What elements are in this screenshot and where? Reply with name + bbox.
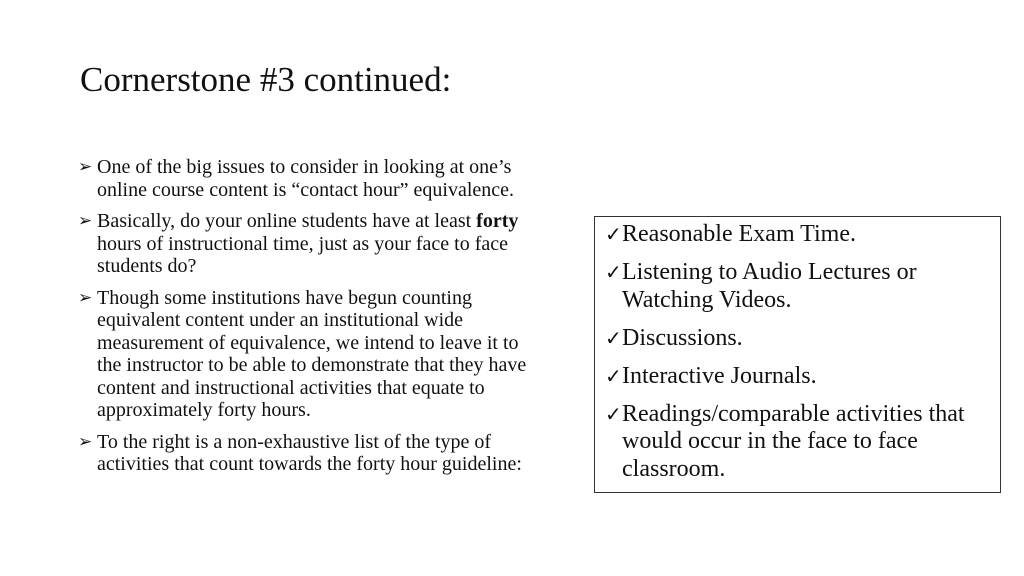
checklist-text: Discussions. xyxy=(622,324,743,351)
bullet-item xyxy=(78,431,538,476)
checklist-text: Reasonable Exam Time. xyxy=(622,221,856,247)
arrow-bullet-icon: ➢ xyxy=(78,287,93,307)
left-bullet-list xyxy=(78,156,538,485)
checkmark-icon: ✓ xyxy=(605,325,622,350)
bullet-text-after: hours of instructional time, just as your face to face students do? xyxy=(97,232,508,277)
checklist-text: Interactive Journals. xyxy=(622,362,817,389)
checklist-text: Listening to Audio Lectures or Watching Videos. xyxy=(622,259,917,313)
bullet-item xyxy=(78,156,538,201)
bullet-text: Though some institutions have begun counting equivalent content under an institutional wide measurement of equivalence, we intend to leave it to the instructor to be able to demonstrate that they have content and instructional activities that equate to approximately forty hours. xyxy=(97,286,527,421)
checklist-text: Readings/comparable activities that would occur in the face to face classroom. xyxy=(622,400,965,482)
slide-title: Cornerstone #3 continued: xyxy=(80,60,452,99)
arrow-bullet-icon: ➢ xyxy=(78,211,93,230)
bullet-item xyxy=(78,210,538,278)
checklist-item xyxy=(605,401,994,484)
activities-checklist xyxy=(605,221,994,483)
checklist-item xyxy=(605,325,994,353)
checkmark-icon: ✓ xyxy=(605,401,622,426)
checklist-item xyxy=(605,221,994,249)
checklist-item xyxy=(605,259,994,314)
bullet-item xyxy=(78,287,538,422)
checklist-item xyxy=(605,363,994,391)
checkmark-icon: ✓ xyxy=(605,363,622,388)
bullet-text-before: Basically, do your online students have at least xyxy=(97,210,477,232)
bullet-bold-text: forty xyxy=(476,210,519,232)
checkmark-icon: ✓ xyxy=(605,260,622,284)
bullet-text: One of the big issues to consider in looking at one’s online course content is “contact hour” equivalence. xyxy=(97,156,515,201)
activities-box xyxy=(594,216,1001,493)
arrow-bullet-icon: ➢ xyxy=(78,157,93,176)
arrow-bullet-icon: ➢ xyxy=(78,431,93,451)
bullet-text: To the right is a non-exhaustive list of the type of activities that count towards the forty hour guideline: xyxy=(97,430,522,475)
checkmark-icon: ✓ xyxy=(605,222,622,246)
